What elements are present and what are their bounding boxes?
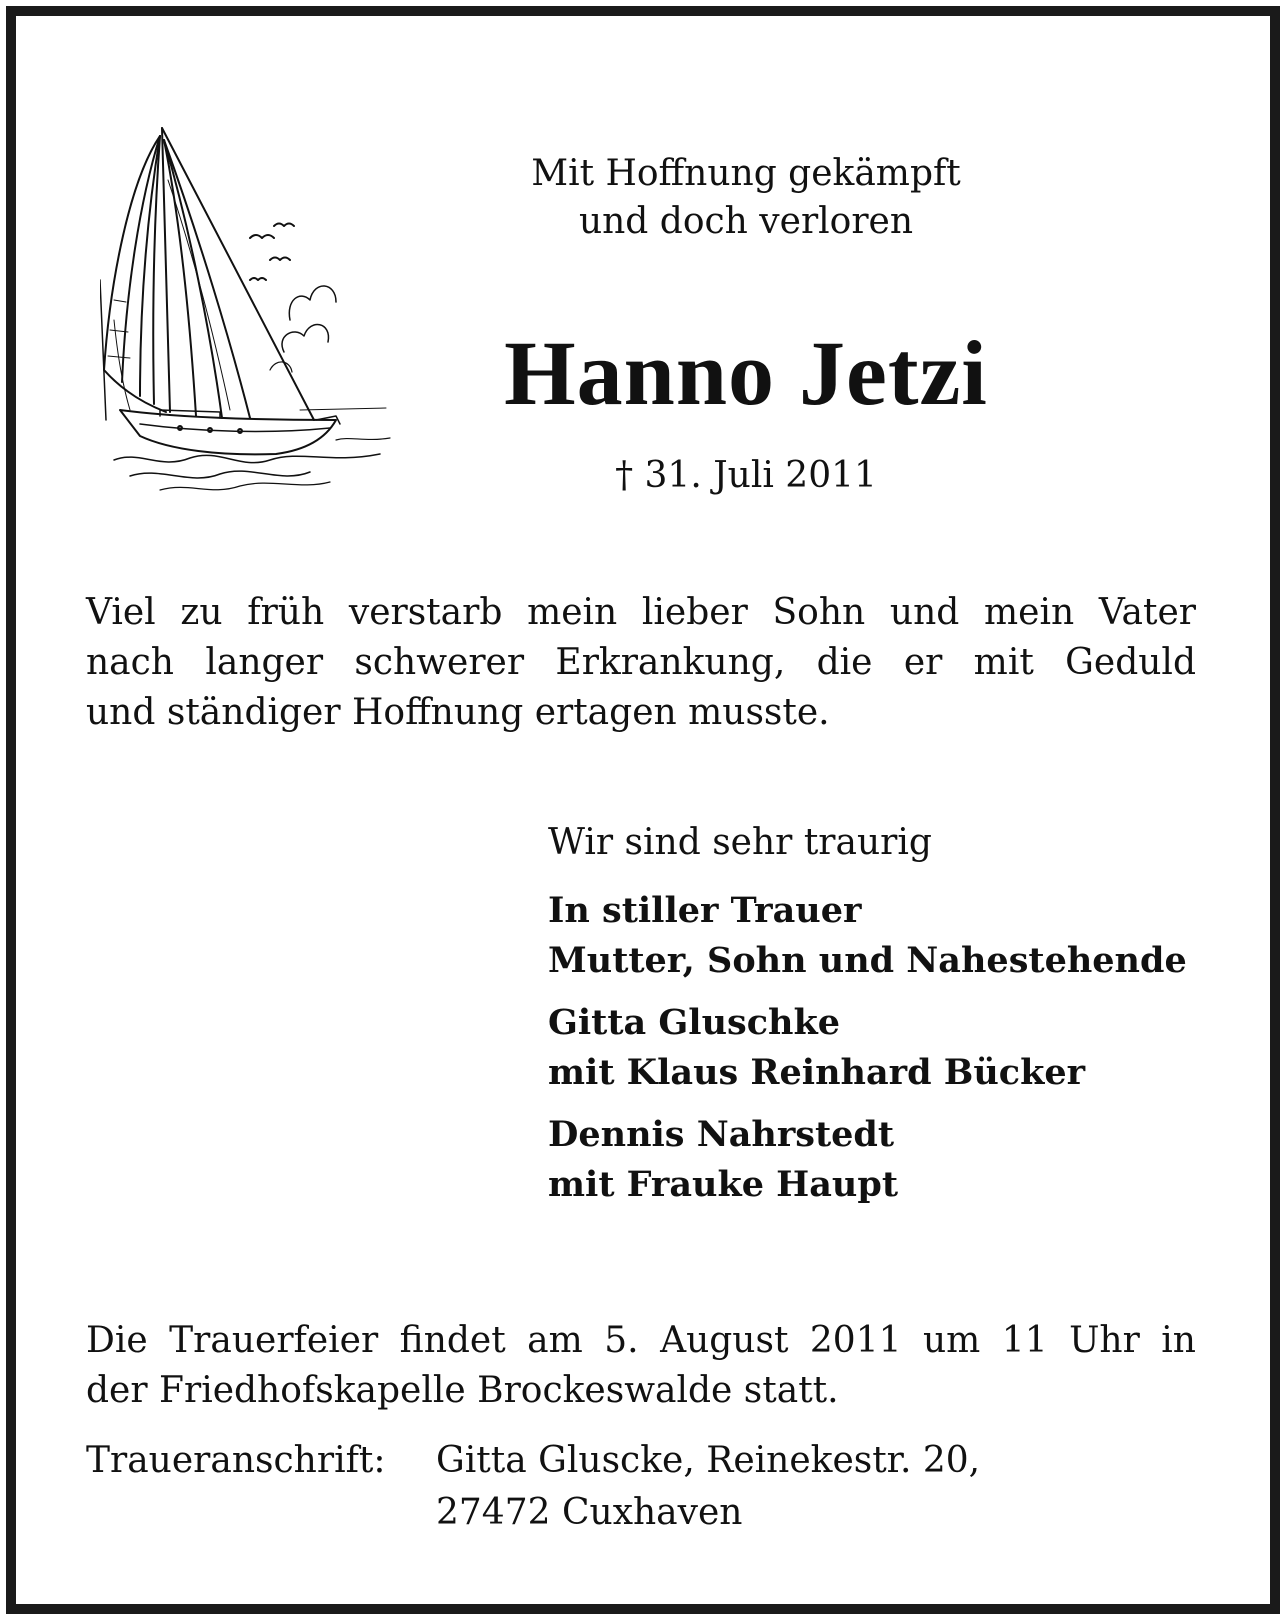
address-line-2: 27472 Cuxhaven [436,1492,743,1533]
death-date: † 31. Juli 2011 [615,455,877,496]
address-label: Traueranschrift: [86,1440,386,1481]
mourner-group-1-line-1: In stiller Trauer [548,890,862,931]
message-line-1: Viel zu früh verstarb mein lieber Sohn und mein Vater [86,592,1196,633]
sailboat-icon [100,120,400,510]
mourner-group-3-line-1: Dennis Nahrstedt [548,1114,895,1155]
ceremony-line-2: der Friedhofskapelle Brockeswalde statt. [86,1370,839,1411]
message-line-2: nach langer schwerer Erkrankung, die er mit Geduld [86,642,1196,683]
mourner-group-2-line-2: mit Klaus Reinhard Bücker [548,1052,1086,1093]
address-line-1: Gitta Gluscke, Reinekestr. 20, [436,1440,981,1481]
message-line-3: und ständiger Hoffnung ertagen musste. [86,692,830,733]
motto-line-2: und doch verloren [578,201,914,242]
sad-line: Wir sind sehr traurig [548,822,932,863]
mourner-group-1-line-2: Mutter, Sohn und Nahestehende [548,940,1187,981]
ceremony-line-1: Die Trauerfeier findet am 5. August 2011 um 11 Uhr in [86,1320,1196,1361]
mourner-group-2-line-1: Gitta Gluschke [548,1002,840,1043]
mourner-group-3-line-2: mit Frauke Haupt [548,1164,899,1205]
motto-line-1: Mit Hoffnung gekämpft [531,153,961,194]
deceased-name: Hanno Jetzi [504,322,988,424]
